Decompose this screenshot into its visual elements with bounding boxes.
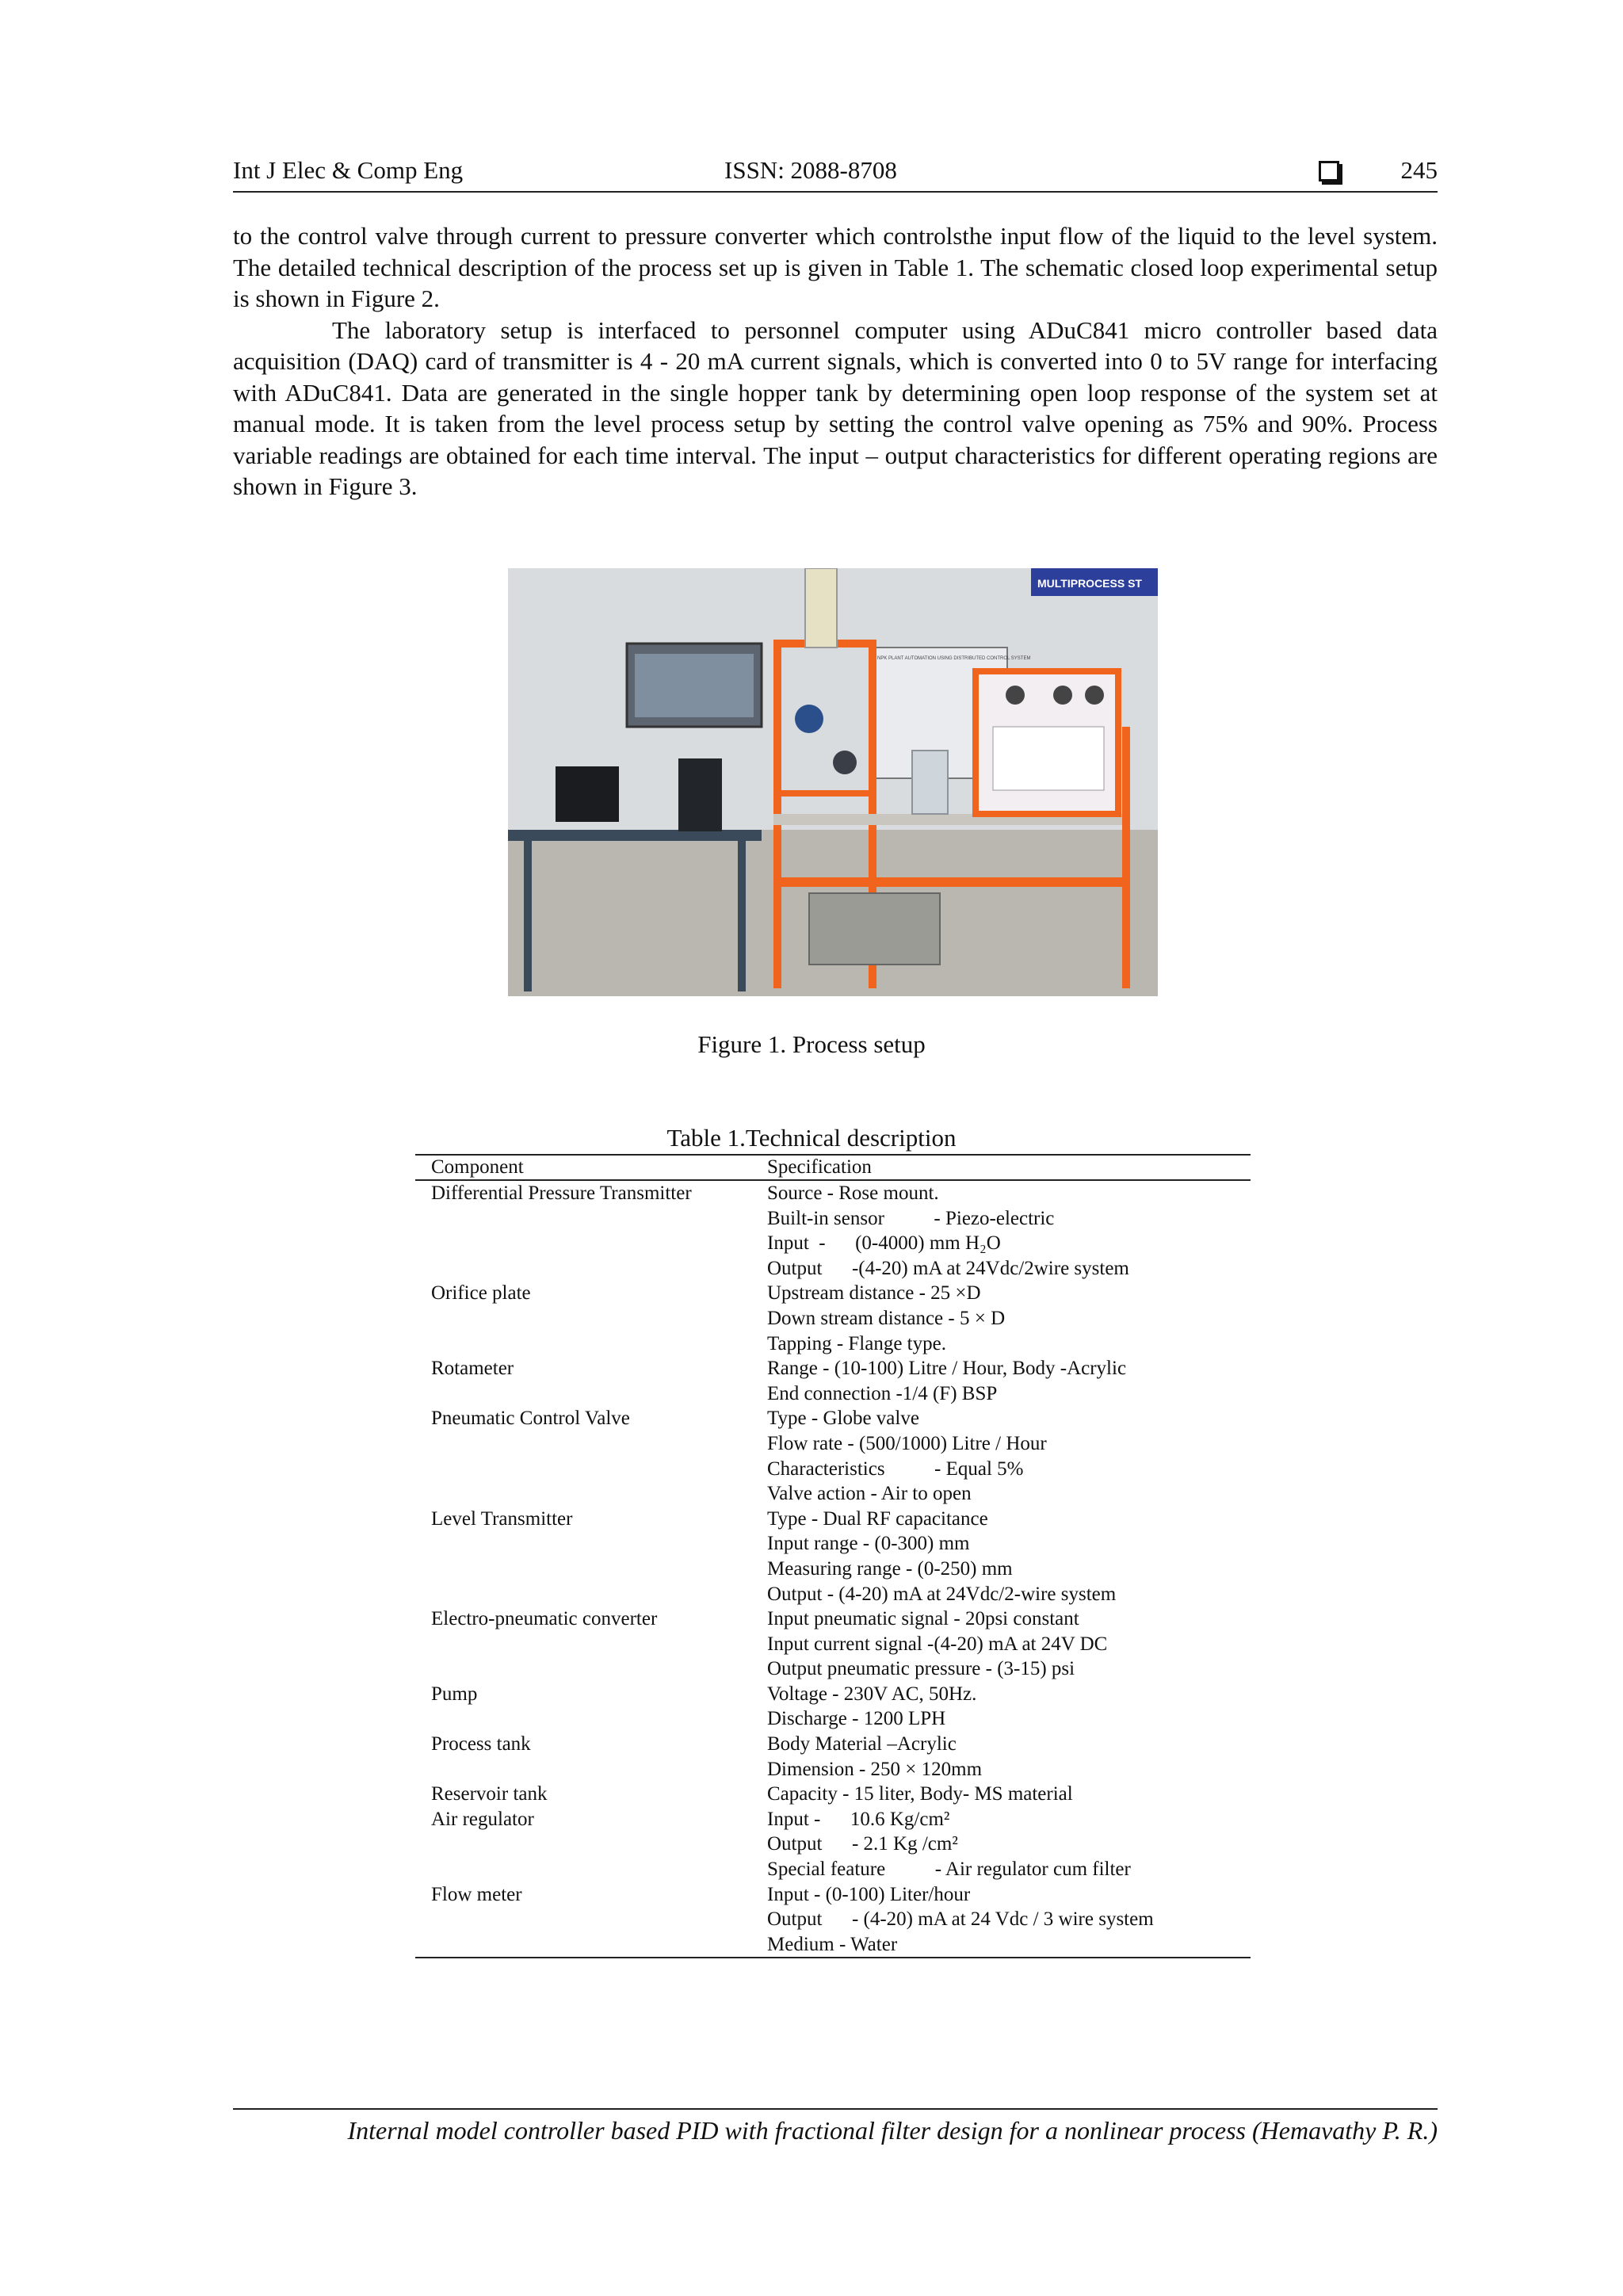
table-row (415, 1682, 1251, 1732)
component-cell: Level Transmitter (431, 1507, 573, 1530)
component-cell: Orifice plate (431, 1282, 531, 1305)
specification-line: Input - 10.6 Kg/cm² (767, 1808, 950, 1830)
specification-cell (767, 1356, 1251, 1406)
specification-cell (767, 1807, 1251, 1882)
specification-line: Measuring range - (0-250) mm (767, 1557, 1013, 1580)
specification-cell (767, 1606, 1251, 1682)
component-cell: Air regulator (431, 1808, 534, 1830)
specification-line: Output - 2.1 Kg /cm² (767, 1833, 958, 1855)
specification-line: Type - Dual RF capacitance (767, 1507, 988, 1530)
running-title: Internal model controller based PID with fractional filter design for a nonlinear process (Hemavathy P. R.) (233, 2108, 1438, 2145)
technical-description-table (415, 1154, 1251, 1958)
table-row (415, 1782, 1251, 1807)
paragraph: The laboratory setup is interfaced to personnel computer using ADuC841 micro controller based data acquisition (DAQ) card of transmitter is 4 - 20 mA current signals, which is converted into 0 to 5V range for interfacing with ADuC841. Data are generated in the single hopper tank by determining open loop response of the system set at manual mode. It is taken from the level process setup by setting the control valve opening as 75% and 90%. Process variable readings are obtained for each time interval. The input – output characteristics for different operating regions are shown in Figure 3. (233, 315, 1438, 500)
specification-cell (767, 1507, 1251, 1606)
specification-line: Characteristics - Equal 5% (767, 1457, 1024, 1480)
specification-line: Voltage - 230V AC, 50Hz. (767, 1683, 977, 1705)
specification-cell (767, 1782, 1251, 1807)
body-text (233, 220, 1438, 502)
specification-line: Flow rate - (500/1000) Litre / Hour (767, 1432, 1047, 1454)
specification-line: Output - (4-20) mA at 24Vdc/2-wire system (767, 1583, 1117, 1605)
table-row (415, 1807, 1251, 1882)
paragraph: to the control valve through current to pressure converter which controlsthe input flow of the liquid to the level system. The detailed technical description of the process set up is given in Table 1. The schematic closed loop experimental setup is shown in Figure 2. (233, 222, 1438, 312)
specification-cell (767, 1682, 1251, 1732)
specification-line: Input current signal -(4-20) mA at 24V DC (767, 1633, 1108, 1655)
specification-cell (767, 1181, 1251, 1281)
table-header-row (415, 1156, 1251, 1181)
specification-line: Medium - Water (767, 1933, 898, 1955)
table-row (415, 1406, 1251, 1506)
checkbox-square-icon (1319, 161, 1339, 181)
table-row (415, 1732, 1251, 1782)
specification-cell (767, 1281, 1251, 1356)
specification-line: Upstream distance - 25 ×D (767, 1282, 981, 1305)
specification-line: Source - Rose mount. (767, 1182, 939, 1204)
process-setup-photo (508, 568, 1158, 996)
component-cell: Pump (431, 1683, 478, 1705)
photo-illustration (508, 568, 1158, 996)
figure-caption: Figure 1. Process setup (697, 1030, 926, 1058)
banner-text: MULTIPROCESS ST (1037, 577, 1142, 590)
component-cell: Process tank (431, 1733, 531, 1755)
panel-title: NPK PLANT AUTOMATION USING DISTRIBUTED CONTROL SYSTEM (877, 656, 1031, 661)
specification-line: Discharge - 1200 LPH (767, 1708, 946, 1730)
component-cell: Electro-pneumatic converter (431, 1608, 658, 1630)
table-row (415, 1882, 1251, 1958)
specification-line: Output -(4-20) mA at 24Vdc/2wire system (767, 1257, 1129, 1279)
specification-line: Input - (0-100) Liter/hour (767, 1883, 971, 1905)
specification-line: Type - Globe valve (767, 1408, 919, 1430)
page-header (233, 155, 1438, 193)
table-row (415, 1606, 1251, 1682)
journal-name: Int J Elec & Comp Eng (233, 156, 464, 184)
table-row (415, 1181, 1251, 1281)
specification-cell (767, 1732, 1251, 1782)
specification-line: Valve action - Air to open (767, 1483, 972, 1505)
component-cell: Pneumatic Control Valve (431, 1408, 630, 1430)
specification-line: Dimension - 250 × 120mm (767, 1758, 983, 1780)
column-header-specification: Specification (767, 1156, 872, 1178)
specification-line: Output - (4-20) mA at 24 Vdc / 3 wire system (767, 1908, 1154, 1931)
specification-cell (767, 1406, 1251, 1506)
component-cell: Differential Pressure Transmitter (431, 1182, 692, 1204)
specification-line: Input pneumatic signal - 20psi constant (767, 1608, 1079, 1630)
specification-line: Down stream distance - 5 × D (767, 1307, 1006, 1329)
component-cell: Flow meter (431, 1883, 522, 1905)
column-header-component: Component (431, 1156, 524, 1178)
table-row (415, 1281, 1251, 1356)
specification-line: End connection -1/4 (F) BSP (767, 1382, 998, 1404)
specification-line: Input - (0-4000) mm H₂O (767, 1232, 1001, 1255)
specification-cell (767, 1882, 1251, 1958)
table-body (415, 1181, 1251, 1957)
component-cell: Reservoir tank (431, 1783, 548, 1805)
table-row (415, 1356, 1251, 1406)
table-caption: Table 1.Technical description (666, 1124, 957, 1152)
component-cell: Rotameter (431, 1358, 514, 1380)
specification-line: Special feature - Air regulator cum filter (767, 1859, 1131, 1881)
specification-line: Range - (10-100) Litre / Hour, Body -Acrylic (767, 1358, 1127, 1380)
specification-line: Input range - (0-300) mm (767, 1533, 970, 1555)
page-number: 245 (1400, 156, 1438, 184)
table-row (415, 1507, 1251, 1606)
specification-line: Body Material –Acrylic (767, 1733, 957, 1755)
specification-line: Tapping - Flange type. (767, 1332, 946, 1354)
issn: ISSN: 2088-8708 (724, 156, 897, 184)
specification-line: Capacity - 15 liter, Body- MS material (767, 1783, 1073, 1805)
specification-line: Output pneumatic pressure - (3-15) psi (767, 1658, 1075, 1680)
specification-line: Built-in sensor - Piezo-electric (767, 1207, 1055, 1229)
